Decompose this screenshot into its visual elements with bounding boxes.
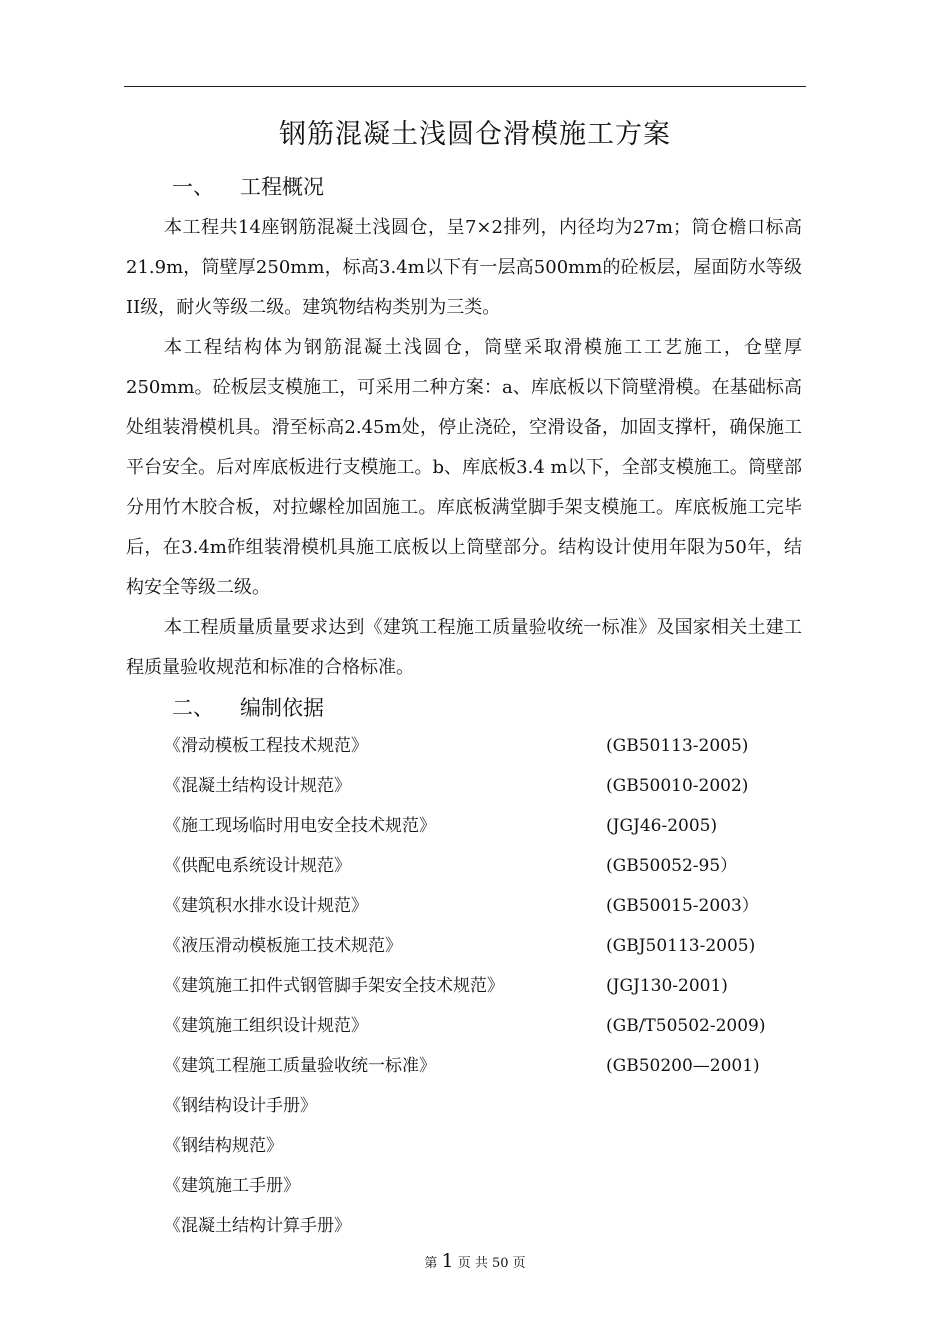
reference-name: 《建筑施工手册》 bbox=[164, 1176, 300, 1196]
reference-item bbox=[164, 966, 784, 1006]
reference-name: 《钢结构设计手册》 bbox=[164, 1096, 317, 1116]
reference-name: 《建筑施工组织设计规范》 bbox=[164, 1016, 368, 1036]
overview-text bbox=[126, 208, 802, 688]
section-number: 一、 bbox=[172, 175, 214, 199]
paragraph: 本工程结构体为钢筋混凝土浅圆仓，筒壁采取滑模施工工艺施工，仓壁厚250mm。砼板层支模施工，可采用二种方案：a、库底板以下筒壁滑模。在基础标高处组装滑模机具。滑至标高2.45m处，停止浇砼，空滑设备，加固支撑杆，确保施工平台安全。后对库底板进行支模施工。b、库底板3.4 m以下，全部支模施工。筒壁部分用竹木胶合板，对拉螺栓加固施工。库底板满堂脚手架支模施工。库底板施工完毕后，在3.4m砟组装滑模机具施工底板以上筒壁部分。结构设计使用年限为50年，结构安全等级二级。 bbox=[126, 337, 802, 598]
reference-item bbox=[164, 1086, 784, 1126]
reference-code: (GB/T50502-2009) bbox=[606, 1016, 766, 1036]
reference-code: (GB50015-2003） bbox=[606, 896, 759, 916]
reference-code: (GB50200—2001) bbox=[606, 1056, 760, 1076]
reference-code: (GB50113-2005) bbox=[606, 736, 749, 756]
reference-code: (JGJ46-2005) bbox=[606, 816, 718, 836]
reference-item bbox=[164, 1046, 784, 1086]
reference-item bbox=[164, 1126, 784, 1166]
header-rule bbox=[124, 86, 806, 87]
reference-item bbox=[164, 846, 784, 886]
reference-name: 《液压滑动模板施工技术规范》 bbox=[164, 936, 402, 956]
reference-code: (GB50052-95） bbox=[606, 856, 738, 876]
reference-name: 《混凝土结构计算手册》 bbox=[164, 1216, 351, 1236]
page-number: 1 bbox=[441, 1250, 454, 1272]
reference-item bbox=[164, 1206, 784, 1246]
section-number: 二、 bbox=[172, 696, 214, 720]
reference-code: (GB50010-2002) bbox=[606, 776, 749, 796]
footer-prefix: 第 bbox=[424, 1256, 438, 1271]
section-title: 编制依据 bbox=[240, 696, 324, 720]
reference-item bbox=[164, 726, 784, 766]
reference-name: 《滑动模板工程技术规范》 bbox=[164, 736, 368, 756]
footer-suffix: 页 bbox=[512, 1256, 526, 1271]
document-title: 钢筋混凝土浅圆仓滑模施工方案 bbox=[279, 119, 671, 150]
reference-name: 《混凝土结构设计规范》 bbox=[164, 776, 351, 796]
page-total: 50 bbox=[491, 1256, 509, 1271]
reference-name: 《建筑施工扣件式钢管脚手架安全技术规范》 bbox=[164, 976, 504, 996]
reference-item bbox=[164, 1166, 784, 1206]
reference-code: (GBJ50113-2005) bbox=[606, 936, 756, 956]
section-title: 工程概况 bbox=[240, 175, 324, 199]
reference-name: 《钢结构规范》 bbox=[164, 1136, 283, 1156]
paragraph: 本工程质量质量要求达到《建筑工程施工质量验收统一标准》及国家相关土建工程质量验收规范和标准的合格标准。 bbox=[126, 617, 802, 678]
reference-item bbox=[164, 886, 784, 926]
reference-name: 《施工现场临时用电安全技术规范》 bbox=[164, 816, 436, 836]
reference-item bbox=[164, 766, 784, 806]
reference-name: 《建筑工程施工质量验收统一标准》 bbox=[164, 1056, 436, 1076]
section-heading-1 bbox=[172, 171, 324, 201]
page-footer bbox=[0, 1250, 950, 1272]
paragraph: 本工程共14座钢筋混凝土浅圆仓，呈7×2排列，内径均为27m；筒仓檐口标高21.9m，筒壁厚250mm，标高3.4m以下有一层高500mm的砼板层，屋面防水等级II级，耐火等级二级。建筑物结构类别为三类。 bbox=[126, 217, 802, 318]
reference-name: 《建筑积水排水设计规范》 bbox=[164, 896, 368, 916]
footer-middle: 页 共 bbox=[457, 1256, 488, 1271]
reference-name: 《供配电系统设计规范》 bbox=[164, 856, 351, 876]
reference-code: (JGJ130-2001) bbox=[606, 976, 728, 996]
reference-item bbox=[164, 926, 784, 966]
reference-item bbox=[164, 1006, 784, 1046]
reference-item bbox=[164, 806, 784, 846]
section-heading-2 bbox=[172, 692, 324, 722]
